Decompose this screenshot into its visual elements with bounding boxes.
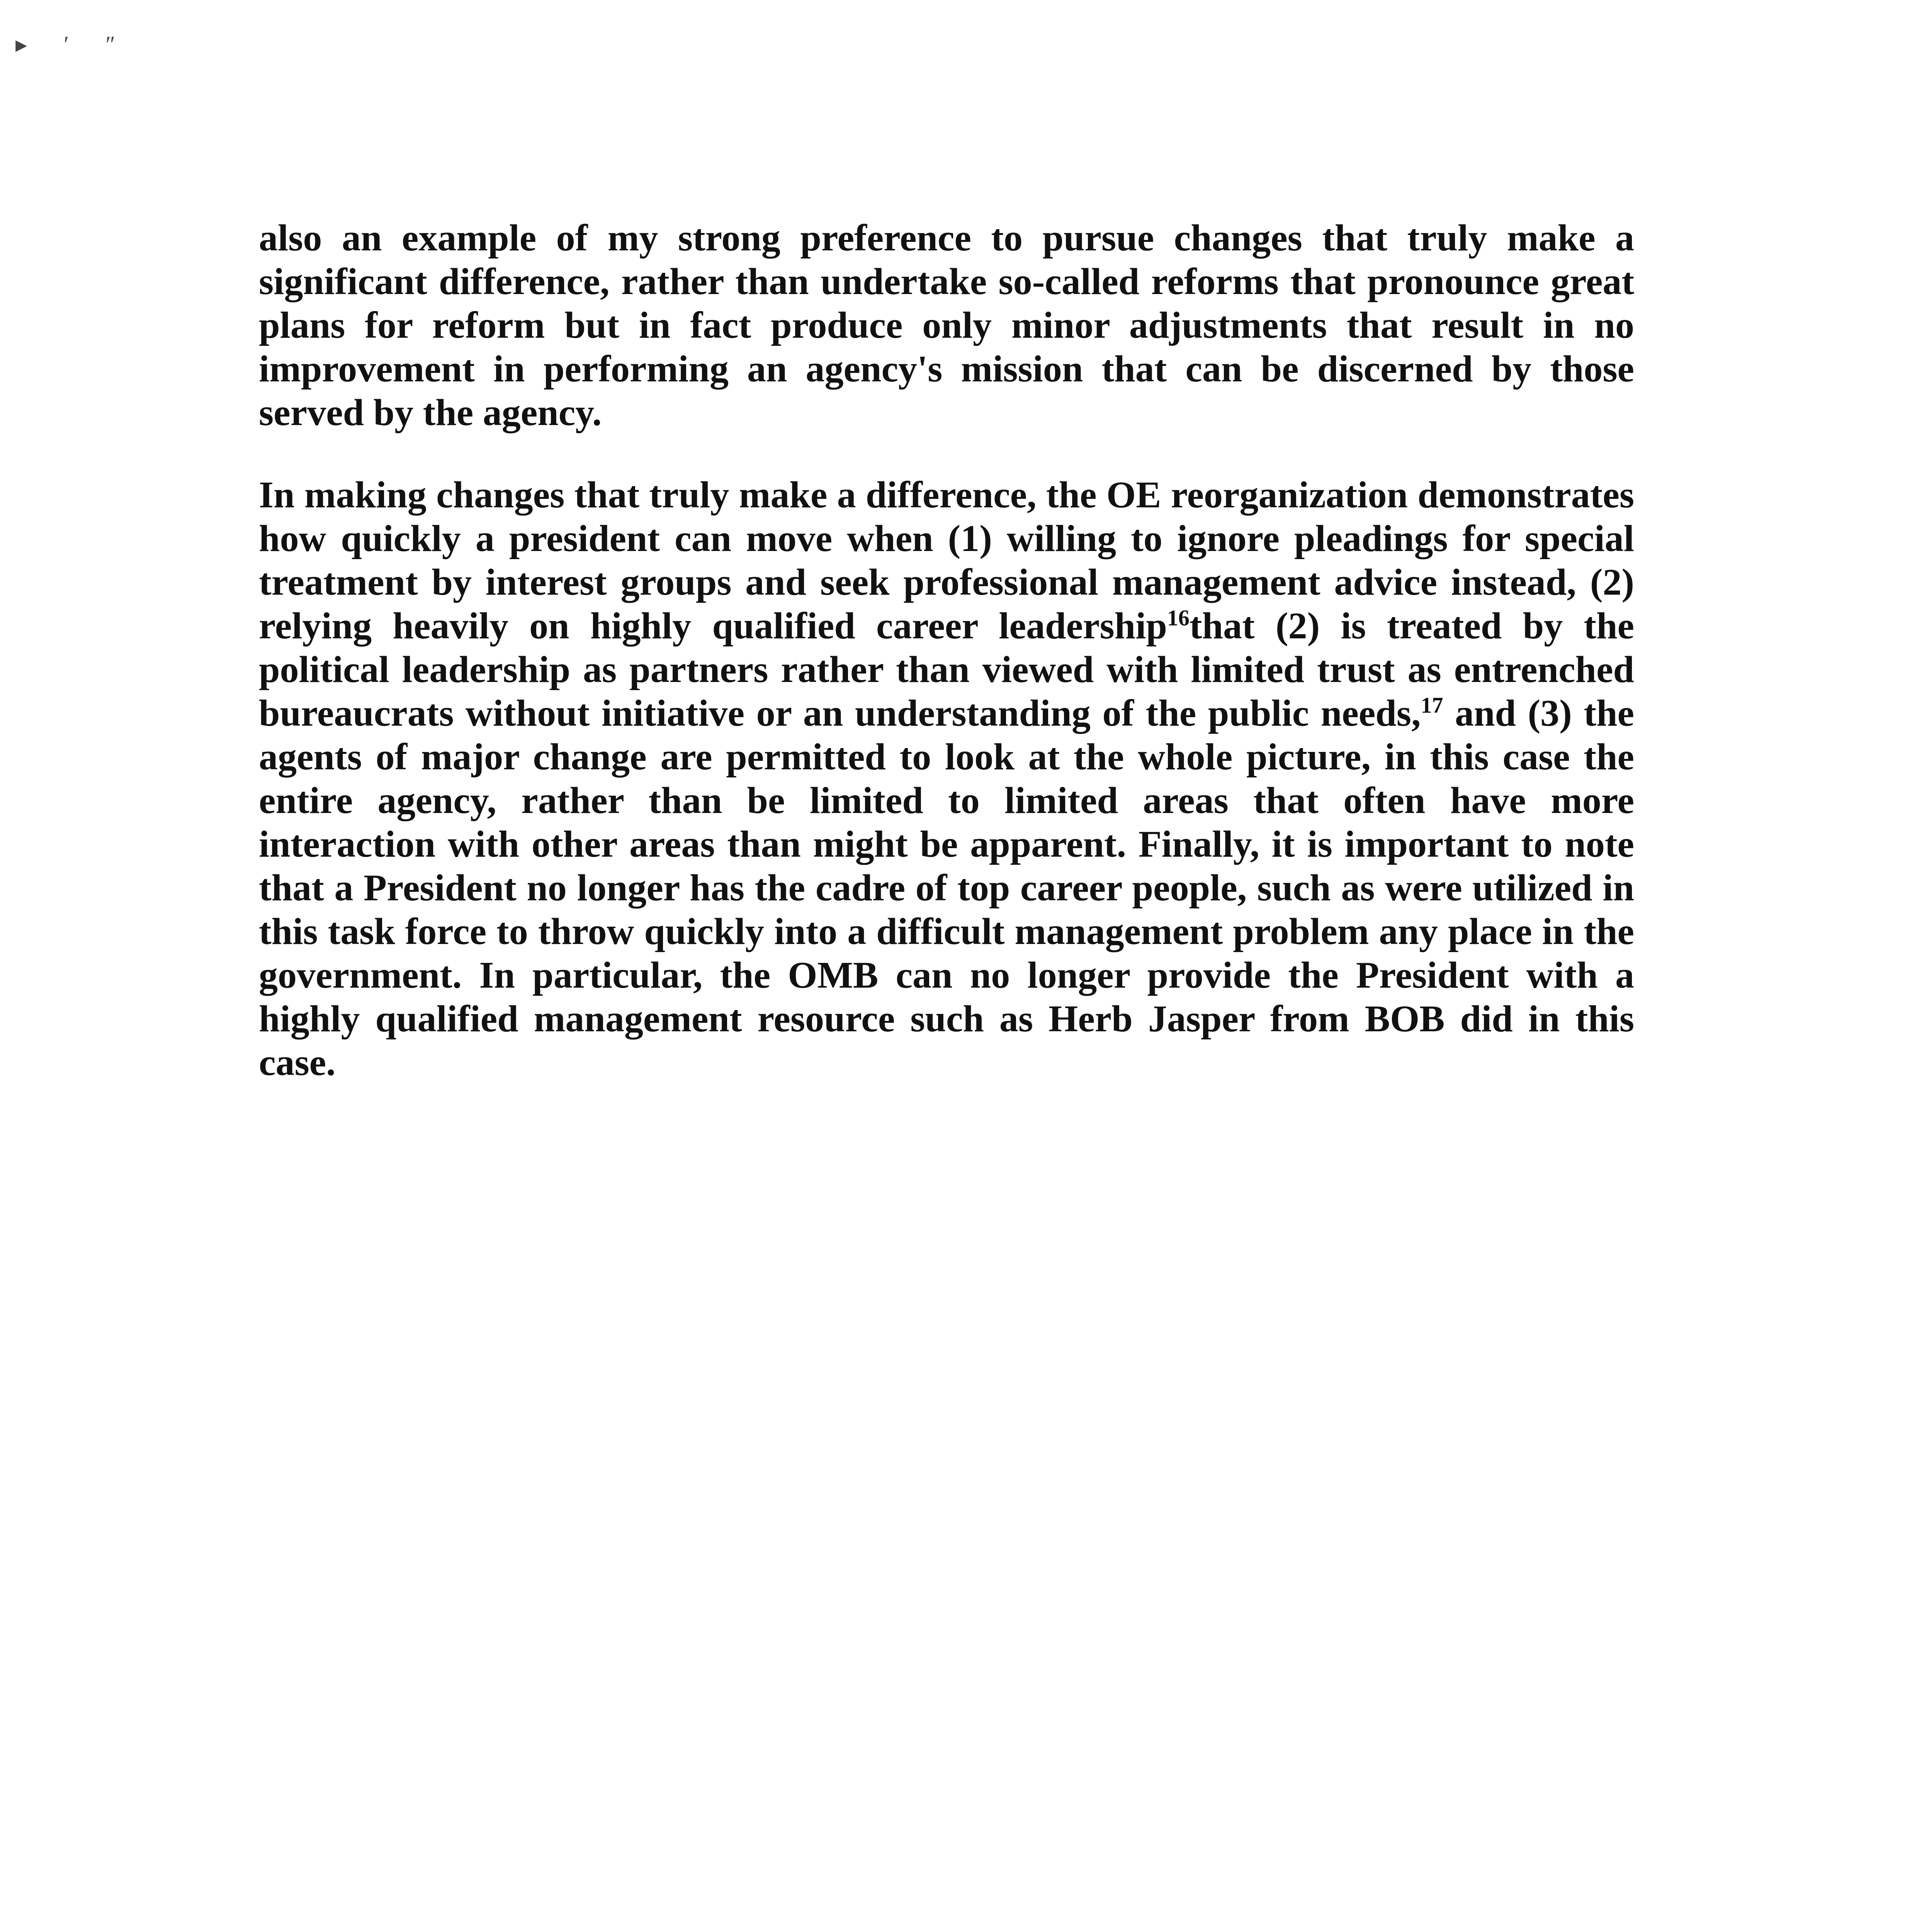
- paragraph-text-part-3: and (3) the agents of major change are permitted to look at the whole picture, in this case the entire agency, rather than be limited to limited areas that often have more interaction with other areas than might be apparent. Finally, it is important to note that a President no longer has the cadre of top career people, such as were utilized in this task force to throw quickly into a difficult management problem any place in the government. In particular, the OMB can no longer provide the President with a highly qualified management resource such as Herb Jasper from BOB did in this case.: [259, 692, 1634, 1083]
- scan-marks: ▸ ′ ″: [15, 32, 131, 57]
- main-text: [259, 216, 1634, 1123]
- paragraph-continuation: also an example of my strong preference to pursue changes that truly make a significant difference, rather than undertake so-called reforms that pronounce great plans for reform but in fact produce only minor adjustments that result in no improvement in performing an agency's mission that can be discerned by those served by the agency.: [259, 217, 1634, 434]
- paragraph-oe-reorganization: [259, 473, 1634, 1085]
- footnote-ref-16[interactable]: 16: [1167, 605, 1190, 631]
- paragraph-text-part-1: In making changes that truly make a difference, the OE reorganization demonstrates how quickly a president can move when (1) willing to ignore pleadings for special treatment by interest groups and seek professional management advice instead, (2) relying heavily on highly qualified career leadership: [259, 474, 1634, 647]
- paragraph-text-part-2: that (2) is treated by the political leadership as partners rather than viewed with limited trust as entrenched bureaucrats without initiative or an understanding of the public needs,: [259, 605, 1634, 734]
- footnote-ref-17[interactable]: 17: [1421, 692, 1443, 718]
